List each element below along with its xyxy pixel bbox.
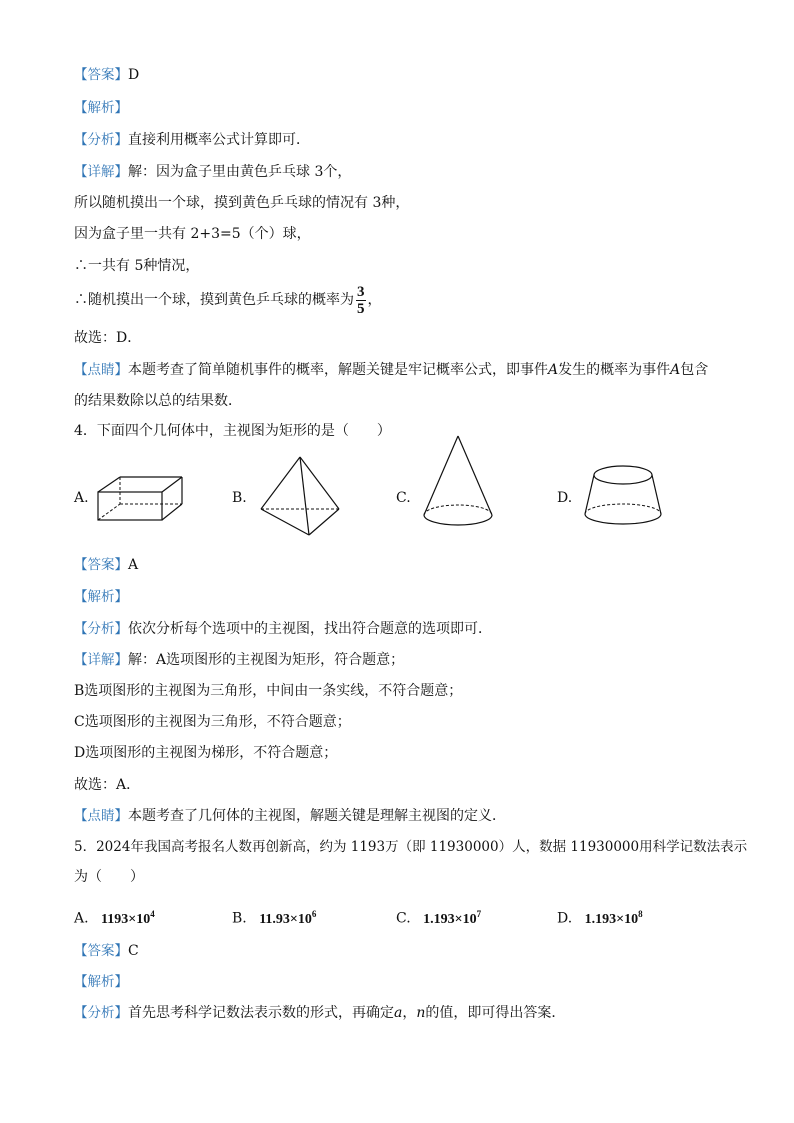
q3-line2: 所以随机摸出一个球，摸到黄色乒乓球的情况有 3种，	[74, 195, 410, 211]
answer-value: A	[128, 557, 139, 573]
q4-line3: C选项图形的主视图为三角形，不符合题意；	[74, 714, 351, 730]
fenxi-text: 直接利用概率公式计算即可．	[128, 132, 310, 148]
analysis-tag: 【解析】	[74, 974, 128, 990]
q5-question-line2: 为（ ）	[74, 869, 144, 885]
q4-analysis-heading	[74, 588, 128, 606]
fenxi-tag: 【分析】	[74, 132, 128, 148]
q5-fenxi	[74, 1004, 565, 1022]
detail-tag: 【详解】	[74, 652, 128, 668]
var-n: n	[416, 1005, 426, 1021]
comma: ，	[367, 292, 382, 308]
var-a: A	[548, 362, 559, 378]
fenxi-text: 依次分析每个选项中的主视图，找出符合题意的选项即可．	[128, 621, 492, 637]
option-value: 1.193×10	[584, 911, 639, 927]
option-label: C.	[396, 910, 411, 927]
q4-answer	[74, 556, 138, 574]
var-a: A	[670, 362, 681, 378]
q5-question-line1: 5．2024年我国高考报名人数再创新高，约为 1193万（即 11930000）人，数据 11930000用科学记数法表示	[74, 839, 748, 855]
option-label: A.	[74, 910, 89, 927]
q4-fenxi	[74, 620, 492, 638]
fenxi-text-a: 首先思考科学记数法表示数的形式，再确定	[128, 1005, 394, 1021]
probability-text: ∴随机摸出一个球，摸到黄色乒乓球的概率为	[74, 292, 354, 308]
q4-option-d-label: D.	[557, 490, 573, 506]
option-label: B.	[232, 910, 247, 927]
q4-option-a-label: A.	[74, 490, 89, 506]
analysis-tag: 【解析】	[74, 100, 128, 116]
fenxi-tag: 【分析】	[74, 621, 128, 637]
fraction	[356, 284, 366, 317]
cuboid-icon	[94, 470, 186, 526]
option-label: D.	[557, 910, 573, 927]
answer-value: D	[128, 67, 140, 83]
q3-answer	[74, 66, 139, 84]
answer-tag: 【答案】	[74, 943, 128, 959]
q3-dianjing-line2: 的结果数除以总的结果数．	[74, 393, 242, 409]
q4-line4: D选项图形的主视图为梯形，不符合题意；	[74, 745, 338, 761]
q3-dianjing	[74, 361, 708, 379]
q3-detail	[74, 163, 351, 181]
dianjing-text-c: 包含	[680, 362, 709, 378]
pyramid-icon	[256, 454, 344, 538]
option-exponent: 8	[638, 909, 643, 919]
fenxi-tag: 【分析】	[74, 1005, 128, 1021]
q4-dianjing	[74, 807, 506, 825]
analysis-tag: 【解析】	[74, 589, 128, 605]
q4-option-b-label: B.	[232, 490, 247, 506]
q3-fenxi	[74, 131, 310, 149]
option-exponent: 4	[150, 909, 155, 919]
q3-analysis-heading	[74, 99, 128, 117]
dianjing-text-a: 本题考查了简单随机事件的概率，解题关键是牢记概率公式，即事件	[128, 362, 548, 378]
q5-analysis-heading	[74, 973, 128, 991]
q3-choose: 故选：D．	[74, 330, 142, 346]
option-exponent: 6	[311, 909, 317, 919]
q4-detail	[74, 651, 404, 669]
fenxi-text-b: 的值，即可得出答案．	[425, 1005, 566, 1021]
q4-option-c-label: C.	[396, 490, 411, 506]
q5-option-b	[232, 905, 316, 929]
q5-option-c	[396, 905, 481, 929]
q4-choose: 故选：A．	[74, 777, 141, 793]
dianjing-tag: 【点睛】	[74, 362, 128, 378]
q3-line3: 因为盒子里一共有 2+3=5（个）球，	[74, 226, 311, 242]
q5-option-a	[74, 905, 155, 929]
option-value: 1193×10	[101, 911, 151, 927]
answer-tag: 【答案】	[74, 557, 128, 573]
q3-line4: ∴一共有 5种情况，	[74, 258, 200, 274]
dianjing-text-b: 发生的概率为事件	[558, 362, 671, 378]
q4-question: 4．下面四个几何体中，主视图为矩形的是（ ）	[74, 423, 391, 439]
q3-line5	[74, 283, 382, 317]
detail-tag: 【详解】	[74, 164, 128, 180]
fraction-denominator: 5	[357, 300, 365, 317]
answer-value: C	[128, 943, 139, 959]
detail-text: 解：A选项图形的主视图为矩形，符合题意；	[128, 652, 405, 668]
q4-line2: B选项图形的主视图为三角形，中间由一条实线，不符合题意；	[74, 683, 463, 699]
q5-option-d	[557, 905, 643, 929]
var-a: a	[394, 1005, 403, 1021]
option-value: 11.93×10	[259, 911, 312, 927]
frustum-icon	[582, 462, 664, 528]
fraction-numerator: 3	[357, 283, 365, 300]
answer-tag: 【答案】	[74, 67, 128, 83]
dianjing-text: 本题考查了几何体的主视图，解题关键是理解主视图的定义．	[128, 808, 506, 824]
option-value: 1.193×10	[423, 911, 477, 927]
q5-answer	[74, 942, 139, 960]
dianjing-tag: 【点睛】	[74, 808, 128, 824]
detail-text: 解：因为盒子里由黄色乒乓球 3个，	[128, 164, 352, 180]
option-exponent: 7	[476, 909, 482, 919]
comma: ，	[402, 1005, 417, 1021]
cone-icon	[420, 433, 496, 529]
